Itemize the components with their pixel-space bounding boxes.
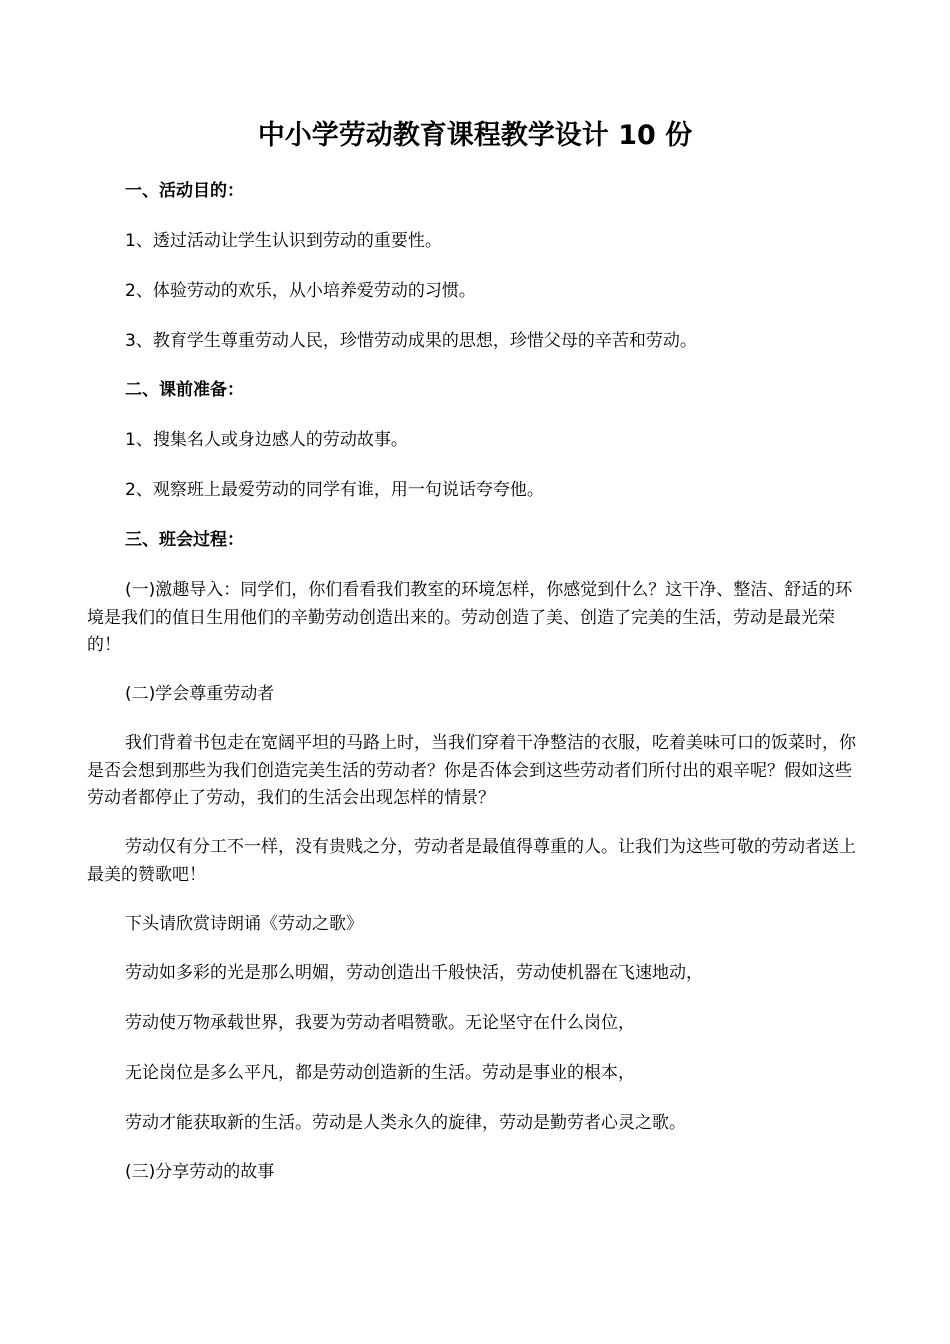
preparation-item-2: 2、观察班上最爱劳动的同学有谁，用一句说话夸夸他。 [125,480,544,500]
section-heading-activity-goals: 一、活动目的： [125,181,244,201]
preparation-item-1: 1、搜集名人或身边感人的劳动故事。 [125,430,408,450]
section-heading-process: 三、班会过程： [125,530,244,550]
goal-item-2: 2、体验劳动的欢乐，从小培养爱劳动的习惯。 [125,281,476,301]
goal-item-3: 3、教育学生尊重劳动人民，珍惜劳动成果的思想，珍惜父母的辛苦和劳动。 [125,331,697,351]
document-title: 中小学劳动教育课程教学设计 10 份 [257,120,693,151]
paragraph-intro: (一)激趣导入：同学们，你们看看我们教室的环境怎样，你感觉到什么？这干净、整洁、舒适的环境是我们的值日生用他们的辛勤劳动创造出来的。劳动创造了美、创造了完美的生活，劳动是最光荣的！ [87,580,853,655]
poem-line-1: 劳动如多彩的光是那么明媚，劳动创造出千般快活，劳动使机器在飞速地动， [125,963,703,983]
poem-line-4: 劳动才能获取新的生活。劳动是人类永久的旋律，劳动是勤劳者心灵之歌。 [125,1113,686,1133]
paragraph-poem-intro: 下头请欣赏诗朗诵《劳动之歌》 [125,914,363,934]
goal-item-1: 1、透过活动让学生认识到劳动的重要性。 [125,231,442,251]
section-heading-preparation: 二、课前准备： [125,380,244,400]
poem-line-2: 劳动使万物承载世界，我要为劳动者唱赞歌。无论坚守在什么岗位， [125,1013,635,1033]
poem-line-3: 无论岗位是多么平凡，都是劳动创造新的生活。劳动是事业的根本， [125,1063,635,1083]
subheading-respect-workers: (二)学会尊重劳动者 [125,684,275,704]
paragraph-workers-praise: 劳动仅有分工不一样，没有贵贱之分，劳动者是最值得尊重的人。让我们为这些可敬的劳动者送上最美的赞歌吧！ [87,837,856,885]
subheading-share-stories: (三)分享劳动的故事 [125,1162,275,1182]
paragraph-workers-question: 我们背着书包走在宽阔平坦的马路上时，当我们穿着干净整洁的衣服，吃着美味可口的饭菜时，你是否会想到那些为我们创造完美生活的劳动者？你是否体会到这些劳动者们所付出的艰辛呢？假如这些劳动者都停止了劳动，我们的生活会出现怎样的情景？ [87,733,856,808]
